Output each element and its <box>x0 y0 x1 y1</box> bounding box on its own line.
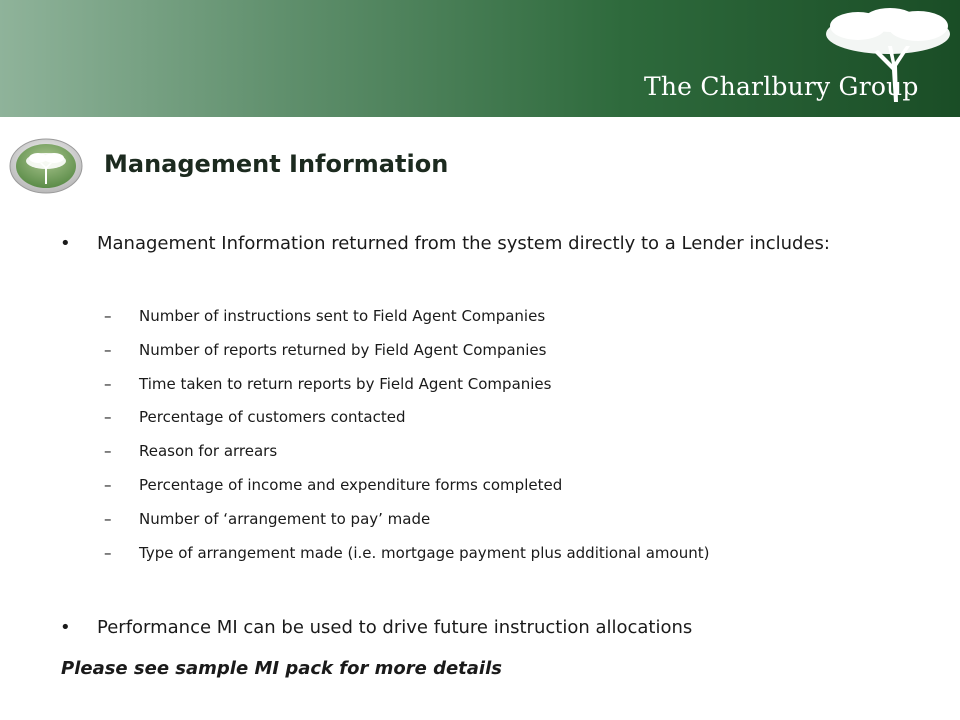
bullet-marker: • <box>60 617 71 638</box>
sub-bullet-item <box>104 368 709 402</box>
dash-marker: – <box>104 340 112 359</box>
dash-marker: – <box>104 408 112 427</box>
sub-bullet-text: Reason for arrears <box>139 442 278 461</box>
sub-bullet-text: Number of ‘arrangement to pay’ made <box>139 509 431 528</box>
page-title: Management Information <box>104 150 449 178</box>
dash-marker: – <box>104 543 112 562</box>
sub-bullet-text: Number of instructions sent to Field Agent Companies <box>139 307 546 325</box>
sub-bullet-item <box>104 334 709 368</box>
tree-badge-icon <box>8 136 84 196</box>
sub-bullet-text: Number of reports returned by Field Agent Companies <box>139 340 547 359</box>
dash-marker: – <box>104 374 112 393</box>
footnote: Please see sample MI pack for more details <box>61 658 502 679</box>
bullet-text: Management Information returned from the system directly to a Lender includes: <box>97 233 830 254</box>
bullet-marker: • <box>60 233 71 254</box>
bullet-text: Performance MI can be used to drive future instruction allocations <box>97 617 693 638</box>
sub-bullet-item <box>104 537 709 571</box>
sub-bullet-list <box>104 300 709 570</box>
sub-bullet-item <box>104 503 709 537</box>
sub-bullet-text: Percentage of income and expenditure forms completed <box>139 475 563 494</box>
dash-marker: – <box>104 509 112 528</box>
header-banner <box>0 0 960 117</box>
dash-marker: – <box>104 442 112 461</box>
sub-bullet-text: Type of arrangement made (i.e. mortgage payment plus additional amount) <box>139 543 710 562</box>
sub-bullet-text: Time taken to return reports by Field Agent Companies <box>139 374 552 393</box>
sub-bullet-item <box>104 435 709 469</box>
dash-marker: – <box>104 475 112 494</box>
bullet-item <box>60 610 870 646</box>
sub-bullet-item <box>104 469 709 503</box>
brand-name: The Charlbury Group <box>644 72 919 101</box>
sub-bullet-item <box>104 300 709 334</box>
sub-bullet-item <box>104 401 709 435</box>
sub-bullet-text: Percentage of customers contacted <box>139 408 406 427</box>
bullet-item <box>60 226 870 262</box>
dash-marker: – <box>104 307 112 325</box>
